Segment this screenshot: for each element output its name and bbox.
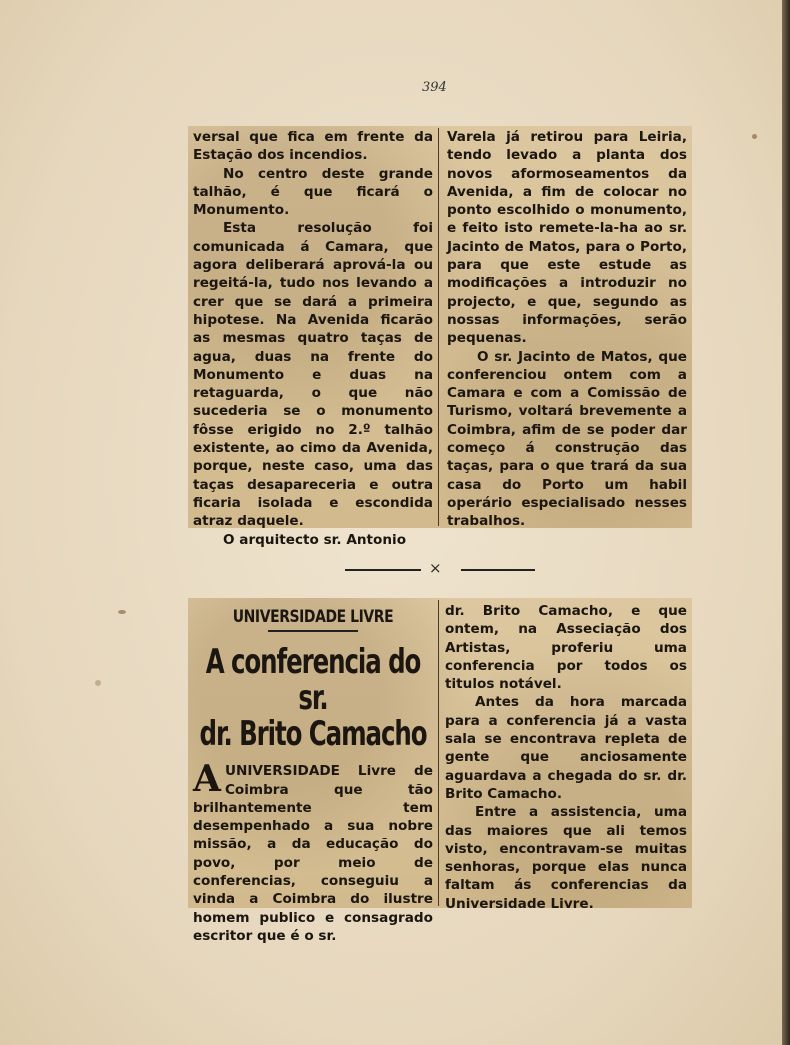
clipping-column-left xyxy=(193,602,433,945)
paragraph: O sr. Jacinto de Matos, que conferenciou ontem com a Camara e com a Comissão de Turismo, voltará brevemente a Coimbra, afim de se poder dar começo á construção das taças, para o que trará da sua casa do Porto um habil operário especialisado nesses trabalhos. xyxy=(447,348,687,530)
paragraph: dr. Brito Camacho, e que ontem, na Asseciação dos Artistas, proferiu uma conferencia por todos os titulos notável. xyxy=(445,603,687,693)
paper-stain xyxy=(118,610,126,614)
headline-line-1: A conferencia do sr. xyxy=(205,642,421,719)
drop-cap: A xyxy=(193,758,221,801)
column-divider xyxy=(438,600,439,906)
paragraph: Esta resolução foi comunicada á Camara, que agora deliberará aprová-la ou regeitá-la, tudo nos levando a crer que se dará a primeira hipotese. Na Avenida ficarão as mesmas quatro taças de agua, duas na frente do Monumento e duas na retaguarda, o que não sucederia se o monumento fôsse erigido no 2.º talhão existente, ao cimo da Avenida, porque, neste caso, uma das taças desapareceria e outra ficaria isolada e escondida atraz daquele. xyxy=(193,220,433,530)
separator-line xyxy=(461,569,535,571)
headline-line-2: dr. Brito Camacho xyxy=(199,714,427,755)
section-label: UNIVERSIDADE LIVRE xyxy=(232,607,394,627)
paragraph: No centro deste grande talhão, é que ficará o Monumento. xyxy=(193,165,433,219)
section-separator xyxy=(345,559,535,578)
separator-line xyxy=(345,569,421,571)
lead-paragraph xyxy=(193,758,433,945)
newspaper-clipping-conference xyxy=(188,598,692,944)
album-spine xyxy=(782,0,790,1045)
lead-text: UNIVERSIDADE Livre de Coimbra que tão brilhantemente tem desempenhado a sua nobre missão, a da educação do povo, por meio de conferencias, conseguiu a vinda a Coimbra do ilustre homem publico e consagrado escritor que é o sr. xyxy=(193,763,433,944)
separator-mark: × xyxy=(429,559,442,577)
paragraph: Entre a assistencia, uma das maiores que ali temos visto, encontravam-se muitas senhoras, porque elas nunca faltam ás conferencias da Universidade Livre. xyxy=(445,804,687,912)
paragraph: Varela já retirou para Leiria, tendo levado a planta dos novos aformoseamentos da Avenida, a fim de colocar no ponto escolhido o monumento, e feito isto remete-la-ha ao sr. Jacinto de Matos, para o Porto, para que este estude as modificações a introduzir no projecto, e que, segundo as nossas informações, serão pequenas. xyxy=(447,129,687,347)
clipping-column-right xyxy=(445,602,687,913)
newspaper-clipping-monument xyxy=(188,126,692,548)
title-rule xyxy=(268,630,358,632)
headline xyxy=(198,642,428,755)
paper-stain xyxy=(752,134,757,139)
clipping-column-right xyxy=(447,128,687,531)
clipping-column-left xyxy=(193,128,433,549)
paragraph: O arquitecto sr. Antonio xyxy=(223,531,407,548)
paper-stain xyxy=(95,680,101,686)
paragraph: versal que fica em frente da Estação dos incendios. xyxy=(193,129,433,164)
column-divider xyxy=(438,128,439,526)
page-number: 394 xyxy=(422,80,447,95)
paragraph: Antes da hora marcada para a conferencia já a vasta sala se encontrava repleta de gente que anciosamente aguardava a chegada do sr. dr. Brito Camacho. xyxy=(445,694,687,802)
